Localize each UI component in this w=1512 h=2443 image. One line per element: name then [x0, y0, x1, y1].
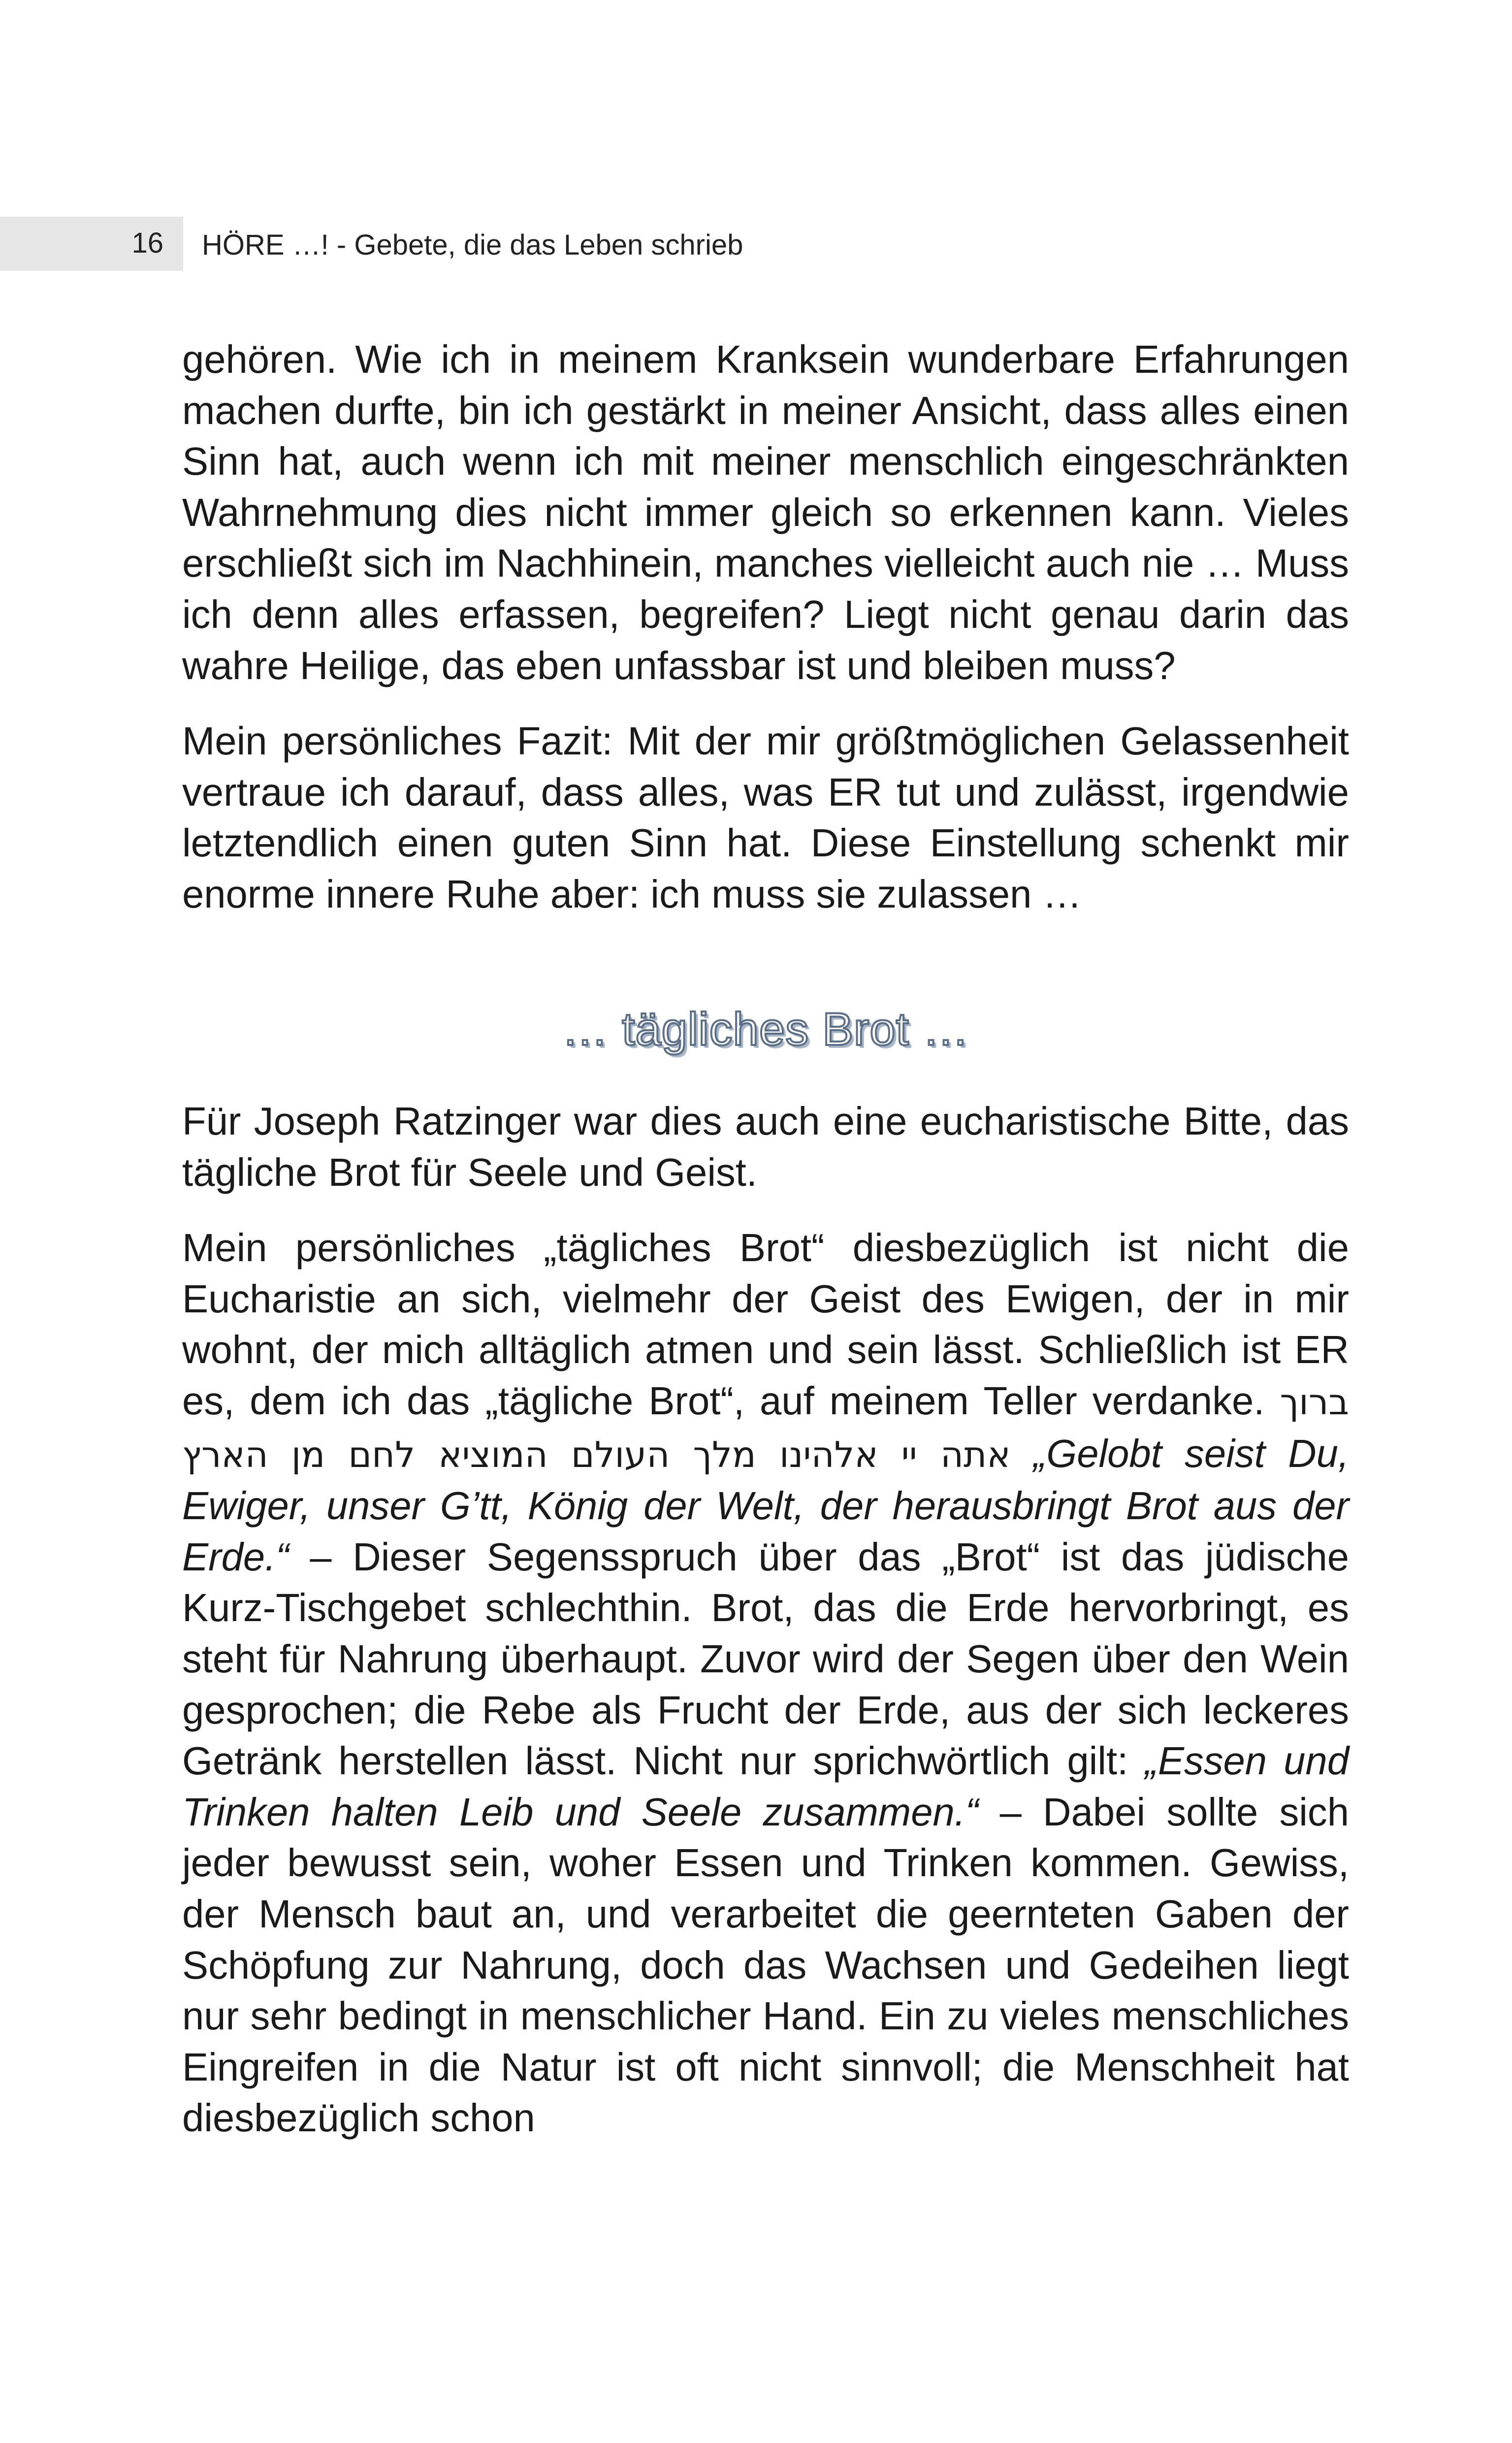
text-run: Mein persönliches „tägliches Brot“ diesbezüglich ist nicht die Eucharistie an sich, vielmehr der Geist des Ewigen, der in mir wohnt, der mich alltäglich atmen und sein lässt. Schließlich ist ER es, dem ich das „tägliche Brot“, auf meinem Teller verdanke. [182, 1226, 1349, 1423]
text-run: – Dieser Segensspruch über das „Brot“ ist das jüdische Kurz-Tischgebet schlechthin. Brot, das die Erde hervorbringt, es steht für Nahrung überhaupt. Zuvor wird der Segen über den Wein gesprochen; die Rebe als Frucht der Erde, aus der sich leckeres Getränk herstellen lässt. Nicht nur sprichwörtlich gilt: [182, 1534, 1349, 1783]
paragraph: Mein persönliches Fazit: Mit der mir größtmöglichen Gelassenheit vertraue ich darauf, dass alles, was ER tut und zulässt, irgendwie letztendlich einen guten Sinn hat. Diese Einstellung schenkt mir enorme innere Ruhe aber: ich muss sie zulassen … [182, 719, 1349, 916]
paragraph [182, 1222, 1349, 2144]
page-number-box [0, 217, 183, 271]
hebrew-blessing: ברוך אתה יי אלהינו מלך העולם המוציא לחם מן הארץ [182, 1381, 1349, 1475]
page-number: 16 [131, 227, 163, 259]
blessing-translation: „Gelobt seist Du, Ewiger, unser G’tt, König der Welt, der herausbringt Brot aus der Erde.“ [182, 1431, 1349, 1579]
running-title: HÖRE …! - Gebete, die das Leben schrieb [202, 229, 743, 261]
text-block-2 [182, 1096, 1349, 2168]
text-run: – Dabei sollte sich jeder bewusst sein, woher Essen und Trinken kommen. Gewiss, der Mensch baut an, und verarbeitet die geernteten Gaben der Schöpfung zur Nahrung, doch das Wachsen und Gedeihen liegt nur sehr bedingt in menschlicher Hand. Ein zu vieles menschliches Eingreifen in die Natur ist oft nicht sinnvoll; die Menschheit hat diesbezüglich schon [182, 1790, 1349, 2140]
proverb-quote: „Essen und Trinken halten Leib und Seele zusammen.“ [182, 1739, 1349, 1834]
paragraph: Für Joseph Ratzinger war dies auch eine eucharistische Bitte, das tägliche Brot für Seele und Geist. [182, 1099, 1349, 1194]
page-header [0, 217, 837, 271]
paragraph: gehören. Wie ich in meinem Kranksein wunderbare Erfahrungen machen durfte, bin ich gestärkt in meiner Ansicht, dass alles einen Sinn hat, auch wenn ich mit meiner menschlich eingeschränkten Wahrnehmung dies nicht immer gleich so erkennen kann. Vieles erschließt sich im Nachhinein, manches vielleicht auch nie … Muss ich denn alles erfassen, begreifen? Liegt nicht genau darin das wahre Heilige, das eben unfassbar ist und bleiben muss? [182, 337, 1349, 687]
section-heading: … tägliches Brot … [562, 1003, 969, 1055]
text-block-1 [182, 334, 1349, 945]
